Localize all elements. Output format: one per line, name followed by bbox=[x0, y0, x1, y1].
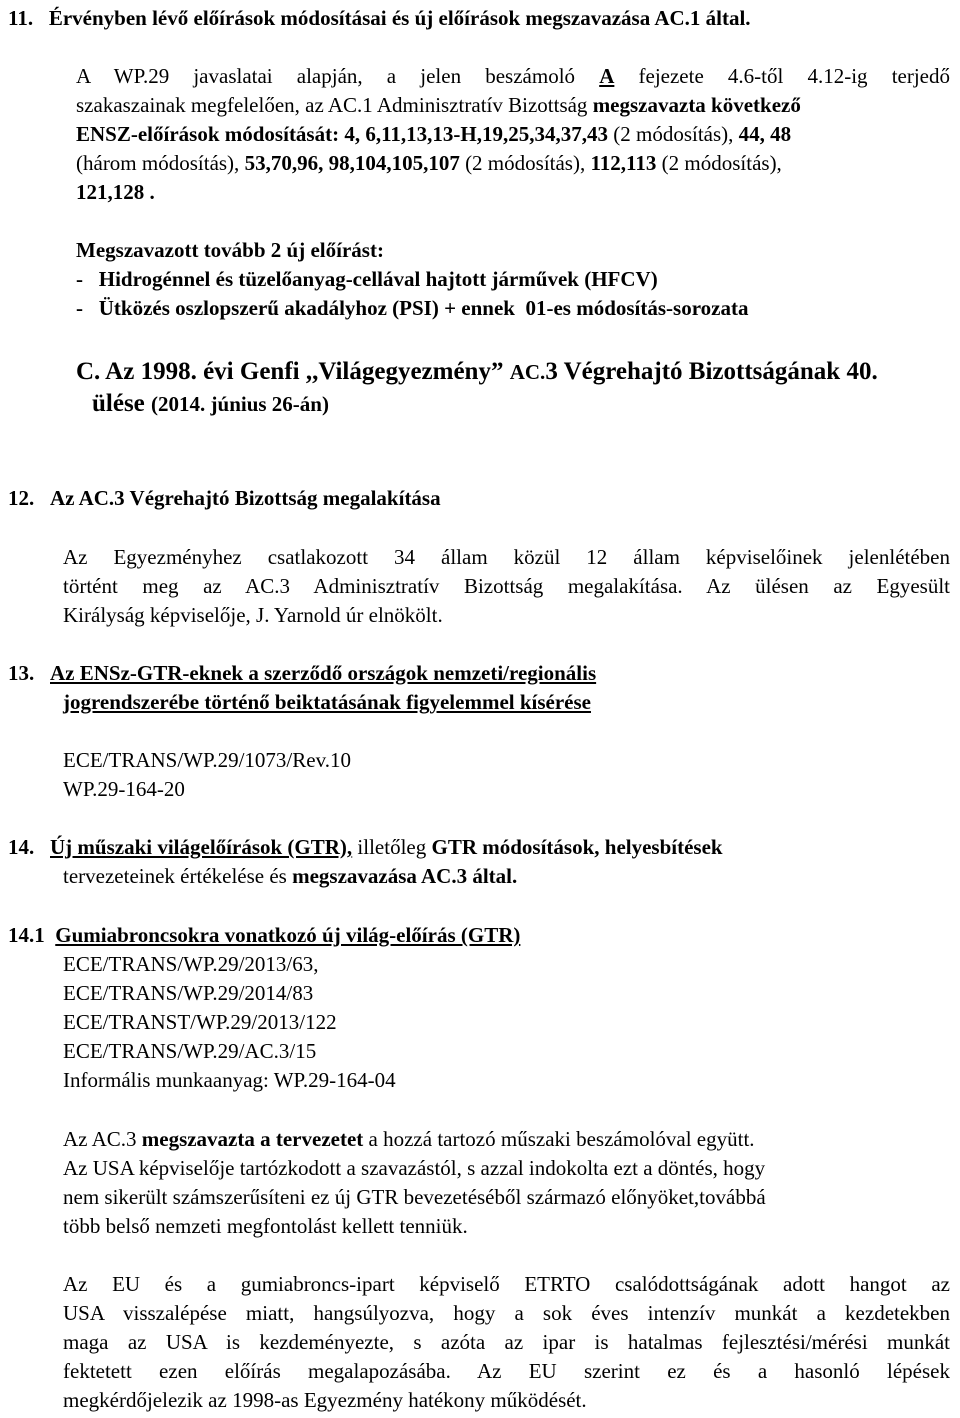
text-run: C. Az 1998. évi Genfi ,,Világegyezmény” bbox=[76, 358, 510, 385]
heading-line bbox=[8, 862, 953, 891]
text-run: megszavazása AC.3 által. bbox=[292, 864, 518, 888]
section-14-1-references bbox=[63, 950, 943, 1095]
paragraph-line bbox=[63, 1125, 950, 1154]
paragraph-line bbox=[76, 91, 950, 120]
text-run: fejezete 4.6-től 4.12-ig terjedő bbox=[614, 64, 950, 88]
section-14-heading bbox=[8, 833, 953, 891]
text-run: (2 módosítás), bbox=[459, 151, 591, 175]
paragraph-line: Királyság képviselője, J. Yarnold úr elnökölt. bbox=[63, 603, 443, 627]
section-12-paragraph bbox=[63, 543, 950, 630]
document-reference: Informális munkaanyag: WP.29-164-04 bbox=[63, 1068, 396, 1092]
section-title: Érvényben lévő előírások módosításai és új előírások megszavazása AC.1 által. bbox=[48, 6, 751, 30]
paragraph-line: maga az USA is kezdeményezte, s azóta az ipar is hatalmas fejlesztési/mérési munkát bbox=[63, 1330, 950, 1354]
section-c-heading bbox=[76, 356, 950, 420]
text-run: ülése bbox=[92, 390, 152, 417]
section-11-new-regulations bbox=[76, 236, 950, 323]
text-run: megszavazta a tervezetet bbox=[141, 1127, 364, 1151]
text-run: AC. bbox=[509, 360, 546, 384]
section-11-paragraph bbox=[76, 62, 950, 207]
section-number: 14.1 bbox=[8, 923, 45, 947]
list-item: - Hidrogénnel és tüzelőanyag-cellával hajtott járművek (HFCV) bbox=[76, 267, 658, 291]
text-run: A WP.29 javaslatai alapján, a jelen beszámoló bbox=[76, 64, 600, 88]
regulation-list: 121,128 . bbox=[76, 180, 155, 204]
document-reference: ECE/TRANS/WP.29/AC.3/15 bbox=[63, 1039, 317, 1063]
section-number: 12. bbox=[8, 486, 35, 510]
paragraph-line: fektetett ezen előírás megalapozásába. Az EU szerint ez és a hasonló lépések bbox=[63, 1359, 950, 1383]
document-reference: ECE/TRANS/WP.29/2013/63, bbox=[63, 952, 319, 976]
text-run: Az AC.3 bbox=[63, 1127, 142, 1151]
text-run: Az AC. bbox=[50, 486, 115, 510]
section-13-references bbox=[63, 746, 943, 804]
document-reference: ECE/TRANS/WP.29/1073/Rev.10 bbox=[63, 748, 351, 772]
heading-line bbox=[8, 833, 953, 862]
paragraph-line bbox=[76, 62, 950, 91]
text-run: 3 Végrehajtó Bizottságának 40. bbox=[545, 358, 878, 385]
text-run: szakaszainak megfelelően, az AC.1 Adminisztratív Bizottság bbox=[76, 93, 593, 117]
section-13-heading bbox=[8, 659, 948, 717]
paragraph-line: történt meg az AC.3 Adminisztratív Bizottság megalakítása. Az ülésen az Egyesült bbox=[63, 574, 950, 598]
section-14-1-vote-paragraph bbox=[63, 1125, 950, 1241]
text-run: (2 módosítás), bbox=[656, 151, 782, 175]
text-run: (három módosítás), bbox=[76, 151, 245, 175]
section-title: Az ENSz-GTR-eknek a szerződő országok nemzeti/regionális bbox=[50, 661, 597, 685]
paragraph-line: több belső nemzeti megfontolást kellett tenniük. bbox=[63, 1214, 468, 1238]
paragraph-line: Az EU és a gumiabroncs-ipart képviselő ETRTO csalódottságának adott hangot az bbox=[63, 1272, 950, 1296]
paragraph-line: megkérdőjelezik az 1998-as Egyezmény hatékony működését. bbox=[63, 1388, 587, 1412]
section-title: Gumiabroncsokra vonatkozó új világ-előírás (GTR) bbox=[55, 923, 521, 947]
document-reference: ECE/TRANST/WP.29/2013/122 bbox=[63, 1010, 337, 1034]
paragraph-line bbox=[76, 120, 950, 149]
paragraph-line: nem sikerült számszerűsíteni ez új GTR bevezetéséből származó előnyöket,továbbá bbox=[63, 1185, 766, 1209]
text-run: 3 Végrehajtó Bizottság megalakítása bbox=[114, 486, 441, 510]
section-number: 11. bbox=[8, 6, 34, 30]
section-title bbox=[50, 486, 441, 510]
text-run: illetőleg bbox=[352, 835, 432, 859]
section-title: GTR módosítások, helyesbítések bbox=[431, 835, 723, 859]
regulation-list: ENSZ-előírások módosítását: 4, 6,11,13,13-H,19,25,34,37,43 bbox=[76, 122, 609, 146]
text-run: megszavazta következő bbox=[592, 93, 801, 117]
paragraph-line: Az Egyezményhez csatlakozott 34 állam közül 12 állam képviselőinek jelenlétében bbox=[63, 545, 950, 569]
section-14-1-eu-paragraph bbox=[63, 1270, 950, 1415]
chapter-ref: A bbox=[599, 64, 615, 88]
section-11-heading bbox=[8, 4, 948, 33]
text-run: (2014. június 26-án) bbox=[151, 392, 329, 416]
document-reference: WP.29-164-20 bbox=[63, 777, 185, 801]
section-12-heading bbox=[8, 484, 948, 513]
regulation-list: 44, 48 bbox=[738, 122, 792, 146]
text-run: a hozzá tartozó műszaki beszámolóval együtt. bbox=[363, 1127, 755, 1151]
heading-line bbox=[8, 659, 948, 688]
document-reference: ECE/TRANS/WP.29/2014/83 bbox=[63, 981, 314, 1005]
text-run: tervezeteinek értékelése és bbox=[63, 864, 293, 888]
section-number: 14. bbox=[8, 835, 35, 859]
list-item: - Ütközés oszlopszerű akadályhoz (PSI) + ennek 01-es módosítás-sorozata bbox=[76, 296, 749, 320]
section-title: jogrendszerébe történő beiktatásának figyelemmel kísérése bbox=[63, 690, 591, 714]
text-run: (2 módosítás), bbox=[608, 122, 739, 146]
regulation-list: 53,70,96, 98,104,105,107 bbox=[244, 151, 460, 175]
paragraph-line: USA visszalépése miatt, hangsúlyozva, hogy a sok éves intenzív munkát a kezdetekben bbox=[63, 1301, 950, 1325]
heading-line bbox=[76, 388, 950, 420]
paragraph-line bbox=[76, 149, 950, 178]
heading-line bbox=[76, 356, 950, 388]
paragraph-line: Megszavazott tovább 2 új előírást: bbox=[76, 238, 384, 262]
paragraph-line: Az USA képviselője tartózkodott a szavazástól, s azzal indokolta ezt a döntés, hogy bbox=[63, 1156, 766, 1180]
section-number: 13. bbox=[8, 661, 35, 685]
section-title: Új műszaki világelőírások (GTR), bbox=[50, 835, 353, 859]
section-14-1-heading bbox=[8, 921, 948, 950]
regulation-list: 112,113 bbox=[590, 151, 657, 175]
